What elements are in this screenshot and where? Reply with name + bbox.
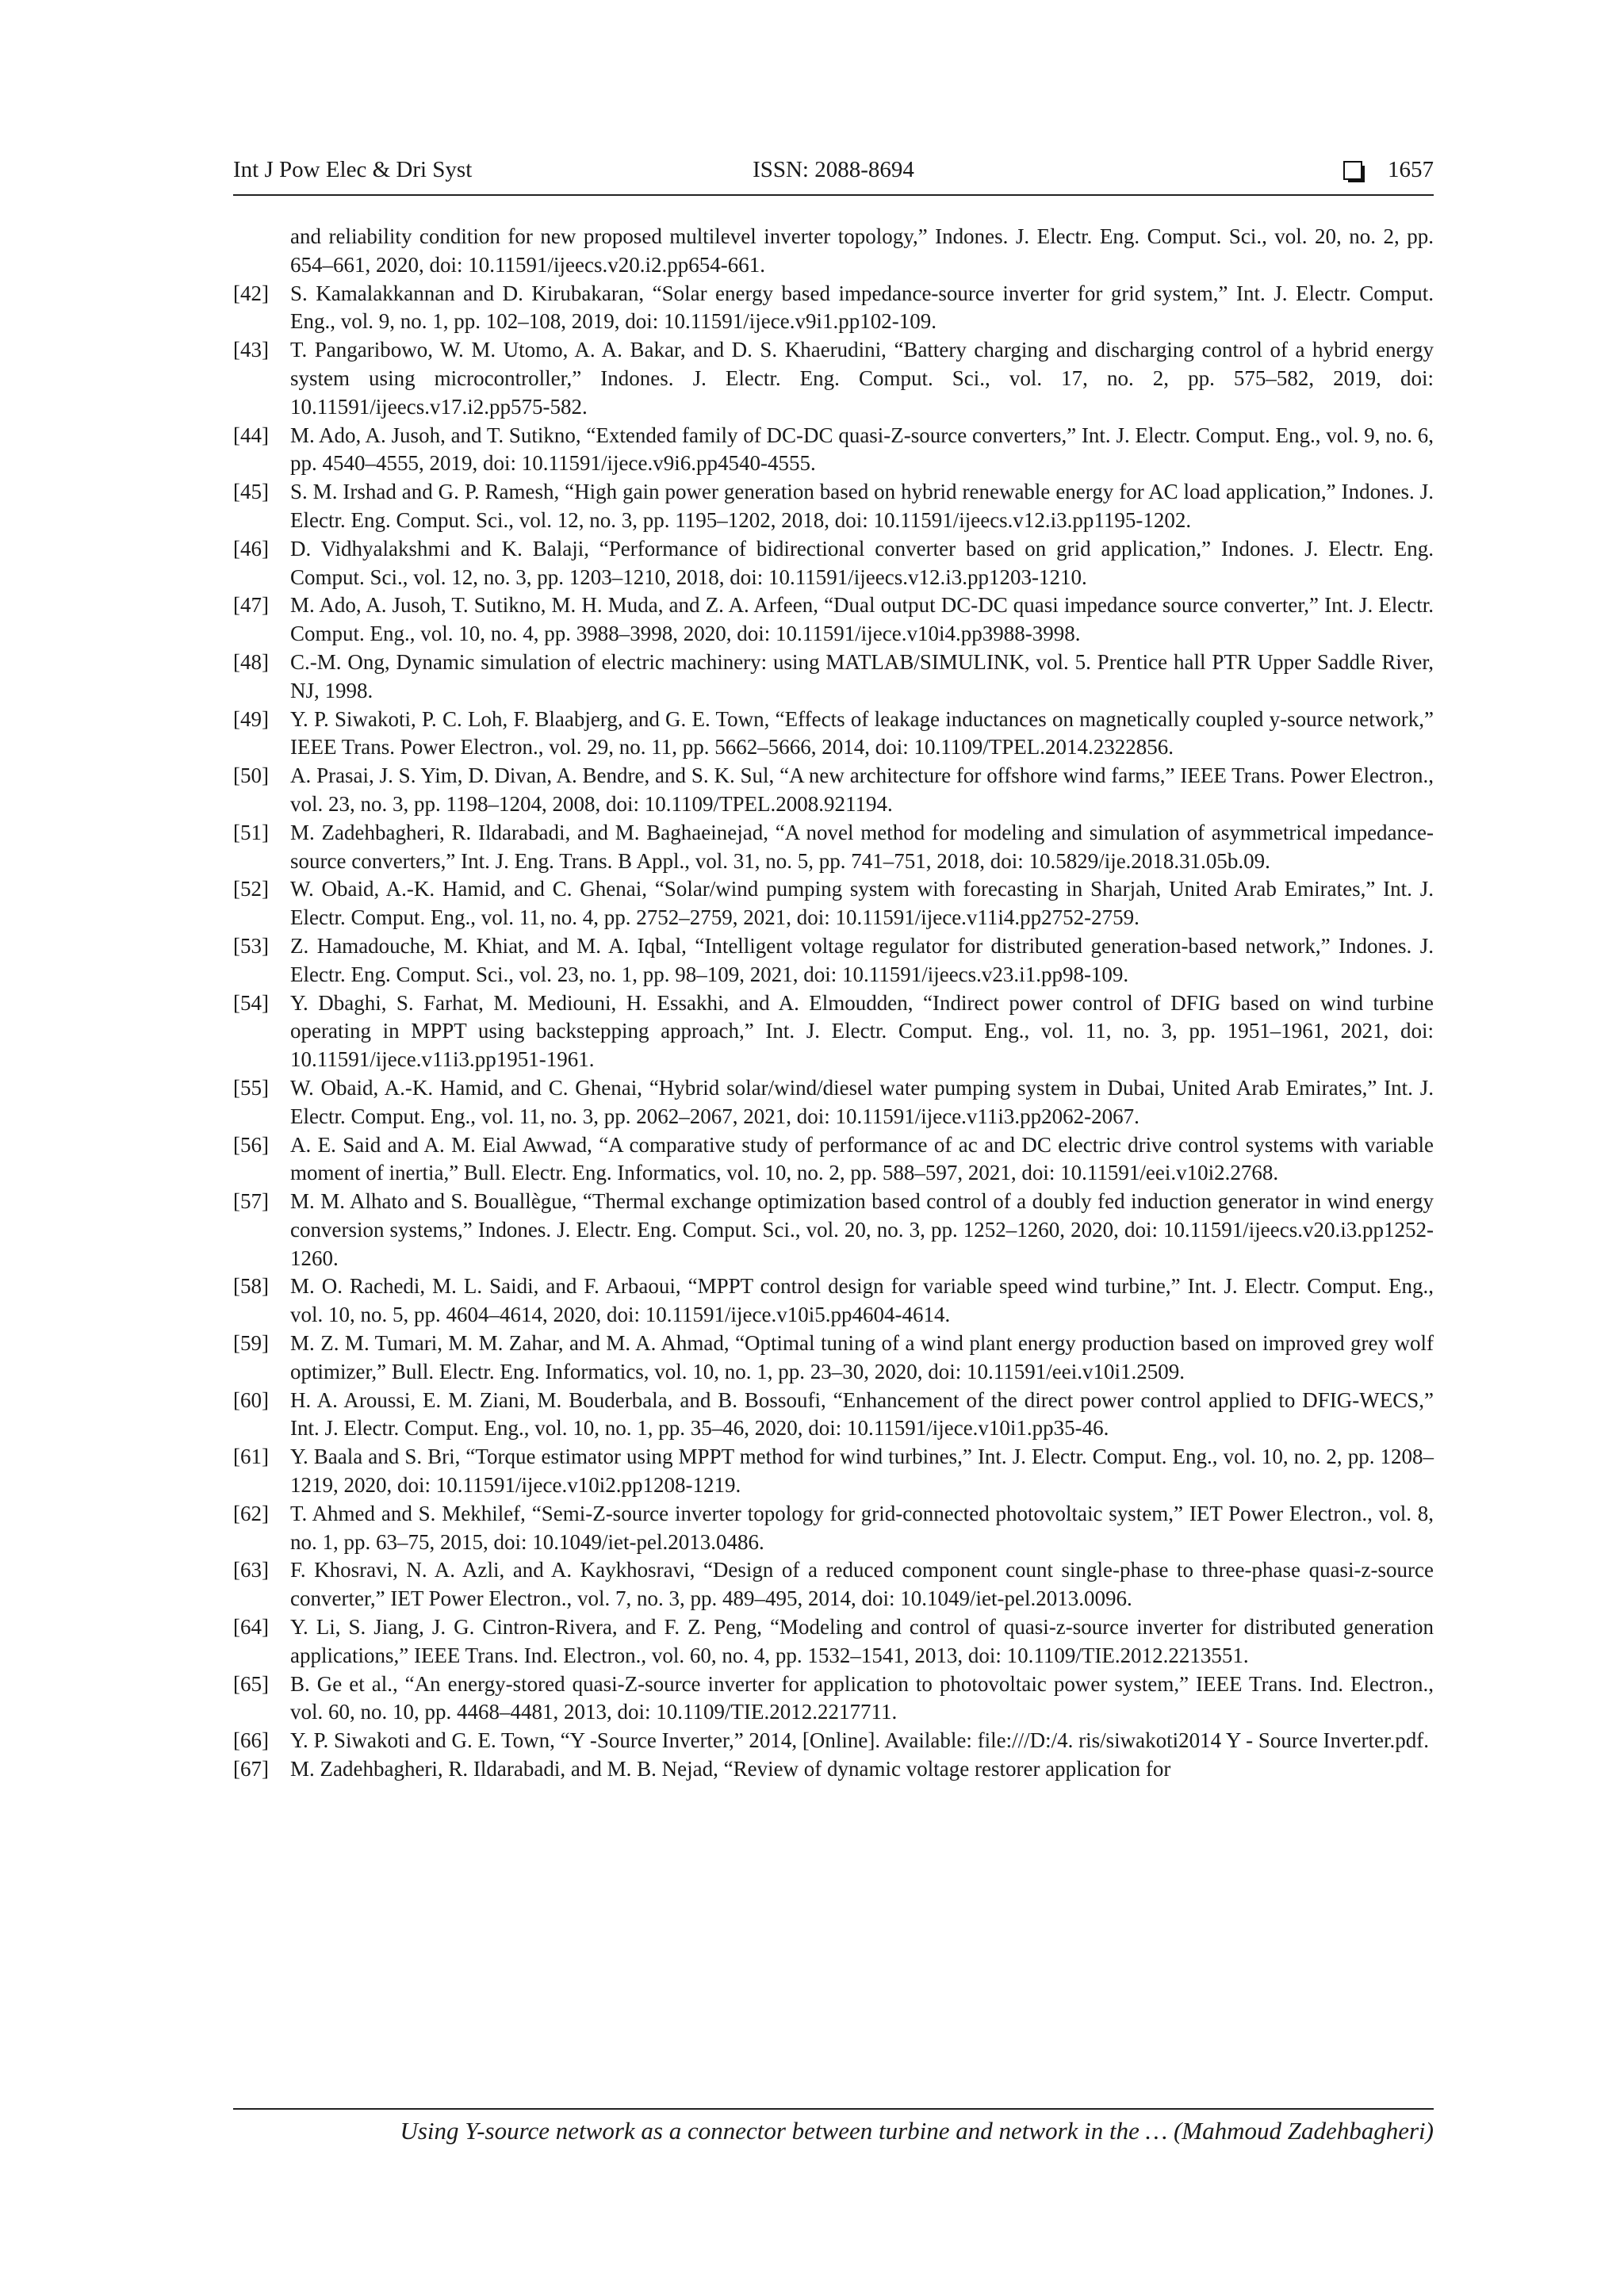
reference-text: Y. Dbaghi, S. Farhat, M. Mediouni, H. Essakhi, and A. Elmoudden, “Indirect power control of DFIG based on wind turbine operating in MPPT using backstepping approach,” Int. J. Electr. Comput. Eng., vol. 11, no. 3, pp. 1951–1961, 2021, doi: 10.11591/ijece.v11i3.pp1951-1961. <box>290 990 1434 1072</box>
reference-text: Y. Li, S. Jiang, J. G. Cintron-Rivera, and F. Z. Peng, “Modeling and control of quasi-z-source inverter for distributed generation applications,” IEEE Trans. Ind. Electron., vol. 60, no. 4, pp. 1532–1541, 2013, doi: 10.1109/TIE.2012.2213551. <box>290 1615 1434 1667</box>
reference-text: M. M. Alhato and S. Bouallègue, “Thermal exchange optimization based control of a doubly fed induction generator in wind energy conversion systems,” Indones. J. Electr. Eng. Comput. Sci., vol. 20, no. 3, pp. 1252–1260, 2020, doi: 10.11591/ijeecs.v20.i3.pp1252-1260. <box>290 1189 1434 1270</box>
reference-text: A. E. Said and A. M. Eial Awwad, “A comparative study of performance of ac and DC electric drive control systems with variable moment of inertia,” Bull. Electr. Eng. Informatics, vol. 10, no. 2, pp. 588–597, 2021, doi: 10.11591/eei.v10i2.2768. <box>290 1132 1434 1185</box>
reference-text: W. Obaid, A.-K. Hamid, and C. Ghenai, “Hybrid solar/wind/diesel water pumping system in Dubai, United Arab Emirates,” Int. J. Electr. Comput. Eng., vol. 11, no. 3, pp. 2062–2067, 2021, doi: 10.11591/ijece.v11i3.pp2062-2067. <box>290 1075 1434 1128</box>
reference-text: B. Ge et al., “An energy-stored quasi-Z-source inverter for application to photovoltaic power system,” IEEE Trans. Ind. Electron., vol. 60, no. 10, pp. 4468–4481, 2013, doi: 10.1109/TIE.2012.2217711. <box>290 1671 1434 1724</box>
page-number: 1657 <box>1388 157 1434 182</box>
reference-text: H. A. Aroussi, E. M. Ziani, M. Bouderbala, and B. Bossoufi, “Enhancement of the direct power control applied to DFIG-WECS,” Int. J. Electr. Comput. Eng., vol. 10, no. 1, pp. 35–46, 2020, doi: 10.11591/ijece.v10i1.pp35-46. <box>290 1387 1434 1441</box>
reference-number: [52] <box>233 877 269 901</box>
reference-text: Y. Baala and S. Bri, “Torque estimator using MPPT method for wind turbines,” Int. J. Electr. Comput. Eng., vol. 10, no. 2, pp. 1208–1219, 2020, doi: 10.11591/ijece.v10i2.pp1208-1219. <box>290 1445 1434 1498</box>
reference-item <box>233 280 1434 337</box>
footer-rule <box>233 2108 1434 2110</box>
reference-number: [65] <box>233 1671 269 1696</box>
reference-item <box>233 1272 1434 1330</box>
reference-text: Y. P. Siwakoti, P. C. Loh, F. Blaabjerg, and G. E. Town, “Effects of leakage inductances on magnetically coupled y-source network,” IEEE Trans. Power Electron., vol. 29, no. 11, pp. 5662–5666, 2014, doi: 10.1109/TPEL.2014.2322856. <box>290 706 1434 760</box>
reference-item <box>233 1131 1434 1188</box>
reference-number: [54] <box>233 990 269 1015</box>
reference-item <box>233 1387 1434 1444</box>
reference-number: [43] <box>233 338 269 362</box>
reference-number: [64] <box>233 1615 269 1640</box>
reference-number: [42] <box>233 281 269 305</box>
issn: ISSN: 2088-8694 <box>753 157 914 182</box>
reference-item <box>233 1755 1434 1784</box>
reference-number: [59] <box>233 1331 269 1356</box>
reference-text: Z. Hamadouche, M. Khiat, and M. A. Iqbal, “Intelligent voltage regulator for distributed generation-based network,” Indones. J. Electr. Eng. Comput. Sci., vol. 23, no. 1, pp. 98–109, 2021, doi: 10.11591/ijeecs.v23.i1.pp98-109. <box>290 933 1434 986</box>
reference-number: [57] <box>233 1189 269 1214</box>
reference-text: T. Ahmed and S. Mekhilef, “Semi-Z-source inverter topology for grid-connected photovoltaic system,” IET Power Electron., vol. 8, no. 1, pp. 63–75, 2015, doi: 10.1049/iet-pel.2013.0486. <box>290 1501 1434 1554</box>
reference-item <box>233 478 1434 535</box>
reference-item <box>233 1443 1434 1500</box>
reference-item <box>233 223 1434 280</box>
reference-text: S. Kamalakkannan and D. Kirubakaran, “Solar energy based impedance-source inverter for grid system,” Int. J. Electr. Comput. Eng., vol. 9, no. 1, pp. 102–108, 2019, doi: 10.11591/ijece.v9i1.pp102-109. <box>290 281 1434 334</box>
reference-item <box>233 422 1434 479</box>
reference-text: W. Obaid, A.-K. Hamid, and C. Ghenai, “Solar/wind pumping system with forecasting in Sharjah, United Arab Emirates,” Int. J. Electr. Comput. Eng., vol. 11, no. 4, pp. 2752–2759, 2021, doi: 10.11591/ijece.v11i4.pp2752-2759. <box>290 877 1434 930</box>
reference-item <box>233 1556 1434 1613</box>
reference-item <box>233 591 1434 649</box>
reference-number: [61] <box>233 1445 269 1469</box>
reference-text: M. Ado, A. Jusoh, and T. Sutikno, “Extended family of DC-DC quasi-Z-source converters,” Int. J. Electr. Comput. Eng., vol. 9, no. 6, pp. 4540–4555, 2019, doi: 10.11591/ijece.v9i6.pp4540-4555. <box>290 423 1434 476</box>
reference-item <box>233 1727 1434 1755</box>
reference-number: [55] <box>233 1075 269 1100</box>
reference-number: [63] <box>233 1558 269 1582</box>
reference-item <box>233 1500 1434 1557</box>
reference-number: [67] <box>233 1757 269 1781</box>
reference-number: [46] <box>233 536 269 561</box>
reference-list <box>233 223 1434 1784</box>
reference-item <box>233 875 1434 932</box>
reference-number: [49] <box>233 706 269 731</box>
reference-text: M. Ado, A. Jusoh, T. Sutikno, M. H. Muda, and Z. A. Arfeen, “Dual output DC-DC quasi impedance source converter,” Int. J. Electr. Comput. Eng., vol. 10, no. 4, pp. 3988–3998, 2020, doi: 10.11591/ijece.v10i4.pp3988-3998. <box>290 593 1434 646</box>
reference-item <box>233 1074 1434 1131</box>
reference-number: [66] <box>233 1728 269 1753</box>
reference-text: M. O. Rachedi, M. L. Saidi, and F. Arbaoui, “MPPT control design for variable speed wind turbine,” Int. J. Electr. Comput. Eng., vol. 10, no. 5, pp. 4604–4614, 2020, doi: 10.11591/ijece.v10i5.pp4604-4614. <box>290 1274 1434 1327</box>
reference-number: [50] <box>233 763 269 788</box>
reference-text: T. Pangaribowo, W. M. Utomo, A. A. Bakar, and D. S. Khaerudini, “Battery charging and discharging control of a hybrid energy system using microcontroller,” Indones. J. Electr. Eng. Comput. Sci., vol. 17, no. 2, pp. 575–582, 2019, doi: 10.11591/ijeecs.v17.i2.pp575-582. <box>290 338 1434 419</box>
reference-text: M. Zadehbagheri, R. Ildarabadi, and M. Baghaeinejad, “A novel method for modeling and simulation of asymmetrical impedance-source converters,” Int. J. Eng. Trans. B Appl., vol. 31, no. 5, pp. 741–751, 2018, doi: 10.5829/ije.2018.31.05b.09. <box>290 820 1434 873</box>
reference-number: [45] <box>233 480 269 504</box>
reference-text: Y. P. Siwakoti and G. E. Town, “Y -Source Inverter,” 2014, [Online]. Available: file:///D:/4. ris/siwakoti2014 Y - Source Inverter.pdf. <box>290 1728 1429 1753</box>
journal-name: Int J Pow Elec & Dri Syst <box>233 157 473 182</box>
page-number-group <box>1343 157 1434 183</box>
reference-number: [62] <box>233 1501 269 1525</box>
reference-text: F. Khosravi, N. A. Azli, and A. Kaykhosravi, “Design of a reduced component count single-phase to three-phase quasi-z-source converter,” IET Power Electron., vol. 7, no. 3, pp. 489–495, 2014, doi: 10.1049/iet-pel.2013.0096. <box>290 1558 1434 1611</box>
reference-number: [60] <box>233 1387 269 1412</box>
reference-text: D. Vidhyalakshmi and K. Balaji, “Performance of bidirectional converter based on grid application,” Indones. J. Electr. Eng. Comput. Sci., vol. 12, no. 3, pp. 1203–1210, 2018, doi: 10.11591/ijeecs.v12.i3.pp1203-1210. <box>290 536 1434 589</box>
running-footer: Using Y-source network as a connector between turbine and network in the … (Mahmoud Zadehbagheri) <box>400 2117 1434 2145</box>
square-bullet-icon <box>1343 161 1362 180</box>
reference-item <box>233 819 1434 876</box>
reference-item <box>233 762 1434 819</box>
reference-item <box>233 336 1434 421</box>
reference-number: [48] <box>233 649 269 674</box>
reference-number: [44] <box>233 423 269 447</box>
reference-item <box>233 1330 1434 1387</box>
reference-item <box>233 1670 1434 1728</box>
reference-number: [51] <box>233 820 269 844</box>
reference-text: M. Z. M. Tumari, M. M. Zahar, and M. A. Ahmad, “Optimal tuning of a wind plant energy production based on improved grey wolf optimizer,” Bull. Electr. Eng. Informatics, vol. 10, no. 1, pp. 23–30, 2020, doi: 10.11591/eei.v10i1.2509. <box>290 1331 1434 1383</box>
reference-text: S. M. Irshad and G. P. Ramesh, “High gain power generation based on hybrid renewable energy for AC load application,” Indones. J. Electr. Eng. Comput. Sci., vol. 12, no. 3, pp. 1195–1202, 2018, doi: 10.11591/ijeecs.v12.i3.pp1195-1202. <box>290 480 1434 532</box>
reference-item <box>233 649 1434 706</box>
reference-text: and reliability condition for new proposed multilevel inverter topology,” Indones. J. Electr. Eng. Comput. Sci., vol. 20, no. 2, pp. 654–661, 2020, doi: 10.11591/ijeecs.v20.i2.pp654-661. <box>290 224 1434 277</box>
reference-text: M. Zadehbagheri, R. Ildarabadi, and M. B. Nejad, “Review of dynamic voltage restorer application for <box>290 1757 1171 1781</box>
reference-number: [58] <box>233 1274 269 1299</box>
reference-text: A. Prasai, J. S. Yim, D. Divan, A. Bendre, and S. K. Sul, “A new architecture for offshore wind farms,” IEEE Trans. Power Electron., vol. 23, no. 3, pp. 1198–1204, 2008, doi: 10.1109/TPEL.2008.921194. <box>290 763 1434 816</box>
reference-item <box>233 1613 1434 1670</box>
reference-number: [56] <box>233 1132 269 1157</box>
reference-number: [53] <box>233 933 269 958</box>
header-rule <box>233 194 1434 196</box>
page-header <box>233 157 1434 189</box>
reference-item <box>233 706 1434 763</box>
reference-item <box>233 1188 1434 1272</box>
reference-text: C.-M. Ong, Dynamic simulation of electric machinery: using MATLAB/SIMULINK, vol. 5. Prentice hall PTR Upper Saddle River, NJ, 1998. <box>290 649 1434 702</box>
reference-number: [47] <box>233 593 269 618</box>
reference-item <box>233 932 1434 989</box>
reference-item <box>233 535 1434 592</box>
reference-item <box>233 989 1434 1074</box>
